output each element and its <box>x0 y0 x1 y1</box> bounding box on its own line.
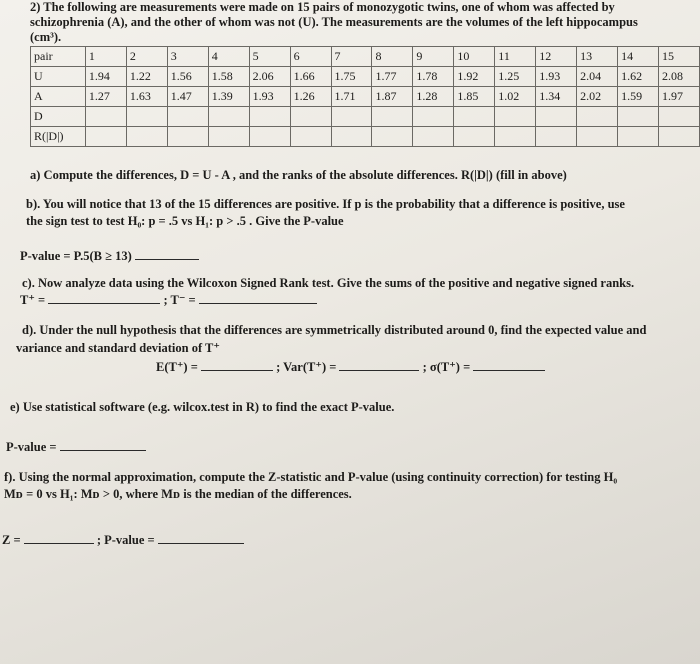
pvalue-b-blank <box>135 249 199 260</box>
question-c-line-2 <box>20 292 317 308</box>
question-b-pvalue <box>20 249 199 264</box>
table-cell <box>126 107 167 127</box>
table-cell: 7 <box>331 47 372 67</box>
tminus-label: ; T⁻ = <box>163 293 196 307</box>
table-cell: 1.59 <box>618 87 659 107</box>
intro-line-1: 2) The following are measurements were made on 15 pairs of monozygotic twins, one of whom was affected by <box>30 0 615 14</box>
table-cell: 1.25 <box>495 67 536 87</box>
table-cell <box>577 107 618 127</box>
question-e-pvalue <box>6 440 146 455</box>
table-cell: 10 <box>454 47 495 67</box>
table-cell: 5 <box>249 47 290 67</box>
table-cell: 1.26 <box>290 87 331 107</box>
table-cell: 11 <box>495 47 536 67</box>
problem-intro <box>30 0 680 45</box>
table-cell <box>454 107 495 127</box>
table-cell: 2 <box>126 47 167 67</box>
table-cell <box>495 127 536 147</box>
row-label: A <box>31 87 86 107</box>
table-cell <box>659 127 700 147</box>
question-d-line-2: variance and standard deviation of T⁺ <box>16 341 220 355</box>
variance-label: ; Var(T⁺) = <box>276 360 337 374</box>
z-blank <box>24 533 94 544</box>
sigma-blank <box>473 360 545 371</box>
table-cell: 1.75 <box>331 67 372 87</box>
intro-line-3: (cm³). <box>30 30 62 44</box>
intro-line-2: schizophrenia (A), and the other of whom was not (U). The measurements are the volumes of the left hippocampus <box>30 15 638 29</box>
table-cell <box>536 127 577 147</box>
table-cell <box>618 107 659 127</box>
table-cell: 1.27 <box>85 87 126 107</box>
table-cell: 1.02 <box>495 87 536 107</box>
table-cell <box>331 127 372 147</box>
table-cell: 1.85 <box>454 87 495 107</box>
table-cell <box>372 127 413 147</box>
question-f-line-2: Mᴅ = 0 vs H₁: Mᴅ > 0, where Mᴅ is the median of the differences. <box>4 487 352 501</box>
table-cell: 13 <box>577 47 618 67</box>
table-cell: 1.34 <box>536 87 577 107</box>
pvalue-e-blank <box>60 440 146 451</box>
table-cell: 1.22 <box>126 67 167 87</box>
table-cell: 8 <box>372 47 413 67</box>
table-cell <box>495 107 536 127</box>
sigma-label: ; σ(T⁺) = <box>422 360 471 374</box>
question-d-line-3 <box>156 359 545 375</box>
table-cell: 1.71 <box>331 87 372 107</box>
table-cell: 1.77 <box>372 67 413 87</box>
question-b-line-1: b). You will notice that 13 of the 15 differences are positive. If p is the probability that a difference is positive, use <box>26 197 625 211</box>
question-f-line-3 <box>2 533 244 548</box>
table-cell: 1.47 <box>167 87 208 107</box>
table-cell: 1.87 <box>372 87 413 107</box>
row-label: U <box>31 67 86 87</box>
table-cell <box>167 127 208 147</box>
table-cell: 2.08 <box>659 67 700 87</box>
row-label: R(|D|) <box>31 127 86 147</box>
table-cell: 15 <box>659 47 700 67</box>
table-cell: 14 <box>618 47 659 67</box>
expected-value-blank <box>201 360 273 371</box>
tplus-blank <box>48 293 160 304</box>
table-cell: 9 <box>413 47 454 67</box>
table-cell: 12 <box>536 47 577 67</box>
table-cell <box>372 107 413 127</box>
table-cell <box>85 107 126 127</box>
row-label: D <box>31 107 86 127</box>
table-cell <box>126 127 167 147</box>
expected-value-label: E(T⁺) = <box>156 360 198 374</box>
table-cell: 1.56 <box>167 67 208 87</box>
table-cell: 1.39 <box>208 87 249 107</box>
table-row <box>31 47 700 67</box>
table-cell: 6 <box>290 47 331 67</box>
table-cell: 2.06 <box>249 67 290 87</box>
table-cell: 1.93 <box>249 87 290 107</box>
table-cell <box>290 127 331 147</box>
table-cell <box>208 107 249 127</box>
table-cell: 1.63 <box>126 87 167 107</box>
question-e-line-1: e) Use statistical software (e.g. wilcox.test in R) to find the exact P-value. <box>10 400 395 414</box>
table-cell: 1.97 <box>659 87 700 107</box>
table-cell <box>249 107 290 127</box>
question-c-line-1: c). Now analyze data using the Wilcoxon Signed Rank test. Give the sums of the positive and negative signed ranks. <box>22 276 635 290</box>
table-cell <box>413 127 454 147</box>
table-cell <box>208 127 249 147</box>
pvalue-f-label: ; P-value = <box>96 533 155 547</box>
question-f-line-1: f). Using the normal approximation, compute the Z-statistic and P-value (using continuity correction) for testing H₀ <box>4 470 618 484</box>
table-row <box>31 127 700 147</box>
table-cell: 1.58 <box>208 67 249 87</box>
pvalue-b-label: P-value = P.5(B ≥ 13) <box>20 249 132 263</box>
question-b-line-2: the sign test to test H₀: p = .5 vs H₁: p > .5 . Give the P-value <box>26 214 344 228</box>
variance-blank <box>339 360 419 371</box>
tminus-blank <box>199 293 317 304</box>
table-cell <box>454 127 495 147</box>
z-label: Z = <box>2 533 21 547</box>
twins-data-table <box>30 46 700 147</box>
table-cell <box>577 127 618 147</box>
pvalue-f-blank <box>158 533 244 544</box>
table-cell <box>618 127 659 147</box>
table-row <box>31 87 700 107</box>
table-cell: 1.66 <box>290 67 331 87</box>
table-cell: 1.94 <box>85 67 126 87</box>
table-cell: 1.62 <box>618 67 659 87</box>
table-cell: 3 <box>167 47 208 67</box>
table-cell <box>413 107 454 127</box>
table-cell <box>659 107 700 127</box>
table-cell: 1.93 <box>536 67 577 87</box>
table-row <box>31 107 700 127</box>
table-cell: 4 <box>208 47 249 67</box>
table-cell <box>85 127 126 147</box>
row-label: pair <box>31 47 86 67</box>
table-cell <box>249 127 290 147</box>
table-cell: 2.04 <box>577 67 618 87</box>
question-a: a) Compute the differences, D = U - A , and the ranks of the absolute differences. R(|D|) (fill in above) <box>30 168 567 182</box>
table-cell: 1 <box>85 47 126 67</box>
table-cell: 2.02 <box>577 87 618 107</box>
tplus-label: T⁺ = <box>20 293 46 307</box>
table-cell: 1.28 <box>413 87 454 107</box>
table-row <box>31 67 700 87</box>
question-d-line-1: d). Under the null hypothesis that the differences are symmetrically distributed around 0, find the expected value and <box>22 323 647 337</box>
table-cell: 1.78 <box>413 67 454 87</box>
table-cell <box>290 107 331 127</box>
table-cell <box>536 107 577 127</box>
table-cell <box>167 107 208 127</box>
table-cell: 1.92 <box>454 67 495 87</box>
pvalue-e-label: P-value = <box>6 440 57 454</box>
table-cell <box>331 107 372 127</box>
